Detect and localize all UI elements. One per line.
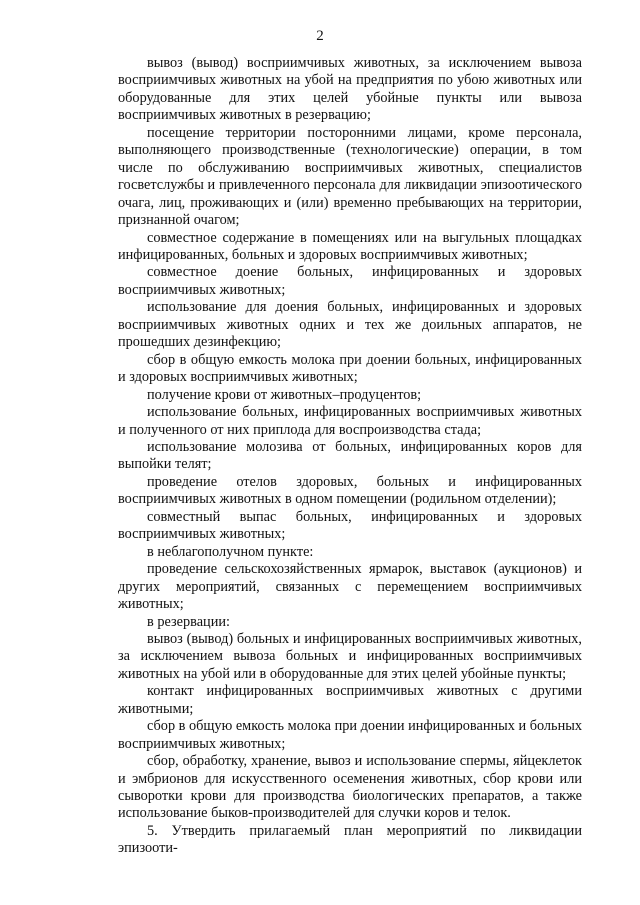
paragraph-breeding-use: использование больных, инфицированных восприимчивых животных и полученного от них приплода для воспроизводства стада; (118, 404, 582, 438)
paragraph-calving: проведение отелов здоровых, больных и инфицированных восприимчивых животных в одном помещении (родильном отделении); (118, 473, 582, 508)
paragraph-contact: контакт инфицированных восприимчивых животных с другими животными; (118, 683, 582, 717)
paragraph-joint-keeping: совместное содержание в помещениях или на выгульных площадках инфицированных, больных и здоровых восприимчивых животных; (118, 229, 582, 263)
page-number: 2 (316, 28, 324, 44)
paragraph-heading-reservation: в резервации: (147, 613, 230, 630)
paragraph-semen-embryos: сбор, обработку, хранение, вывоз и использование спермы, яйцеклеток и эмбрионов для искусственного осеменения животных, сбор крови или сыворотки крови для производства биологических препаратов, а также использование быков-производителей для случки коров и телок. (118, 753, 582, 822)
paragraph-visitor-restriction: посещение территории посторонними лицами, кроме персонала, выполняющего производственные (технологические) операции, в том числе по обслуживанию восприимчивых животных, специалистов госветслужбы и привлеченного персонала для ликвидации эпизоотического очага, лиц, проживающих и (или) временно пребывающих на территории, признанной очагом; (118, 124, 582, 229)
paragraph-fairs-exhibitions: проведение сельскохозяйственных ярмарок, выставок (аукционов) и других мероприятий, связанных с перемещением восприимчивых животных; (118, 561, 582, 613)
paragraph-reservation-export: вывоз (вывод) больных и инфицированных восприимчивых животных, за исключением вывоза больных и инфицированных восприимчивых животных на убой или в оборудованные для этих целей убойные пункты; (118, 630, 582, 682)
paragraph-joint-grazing: совместный выпас больных, инфицированных и здоровых восприимчивых животных; (118, 508, 582, 543)
paragraph-milking-equipment: использование для доения больных, инфицированных и здоровых восприимчивых животных одних и тех же доильных аппаратов, не прошедших дезинфекцию; (118, 299, 582, 351)
paragraph-joint-milking: совместное доение больных, инфицированных и здоровых восприимчивых животных; (118, 264, 582, 298)
paragraph-item-5: 5. Утвердить прилагаемый план мероприятий по ликвидации эпизооти- (118, 822, 582, 857)
paragraph-milk-collection: сбор в общую емкость молока при доении больных, инфицированных и здоровых восприимчивых животных; (118, 351, 582, 386)
paragraph-colostrum-use: использование молозива от больных, инфицированных коров для выпойки телят; (118, 438, 582, 473)
document-body (118, 55, 582, 858)
paragraph-export-restriction: вывоз (вывод) восприимчивых животных, за исключением вывоза восприимчивых животных на убой на предприятия по убою животных или оборудованные для этих целей убойные пункты или вывоза восприимчивых животных в резервацию; (118, 55, 582, 124)
paragraph-heading-unfavorable-point: в неблагополучном пункте: (147, 543, 314, 560)
paragraph-reservation-milk: сбор в общую емкость молока при доении инфицированных и больных восприимчивых животных; (118, 718, 582, 752)
paragraph-blood-collection: получение крови от животных–продуцентов; (147, 386, 422, 403)
